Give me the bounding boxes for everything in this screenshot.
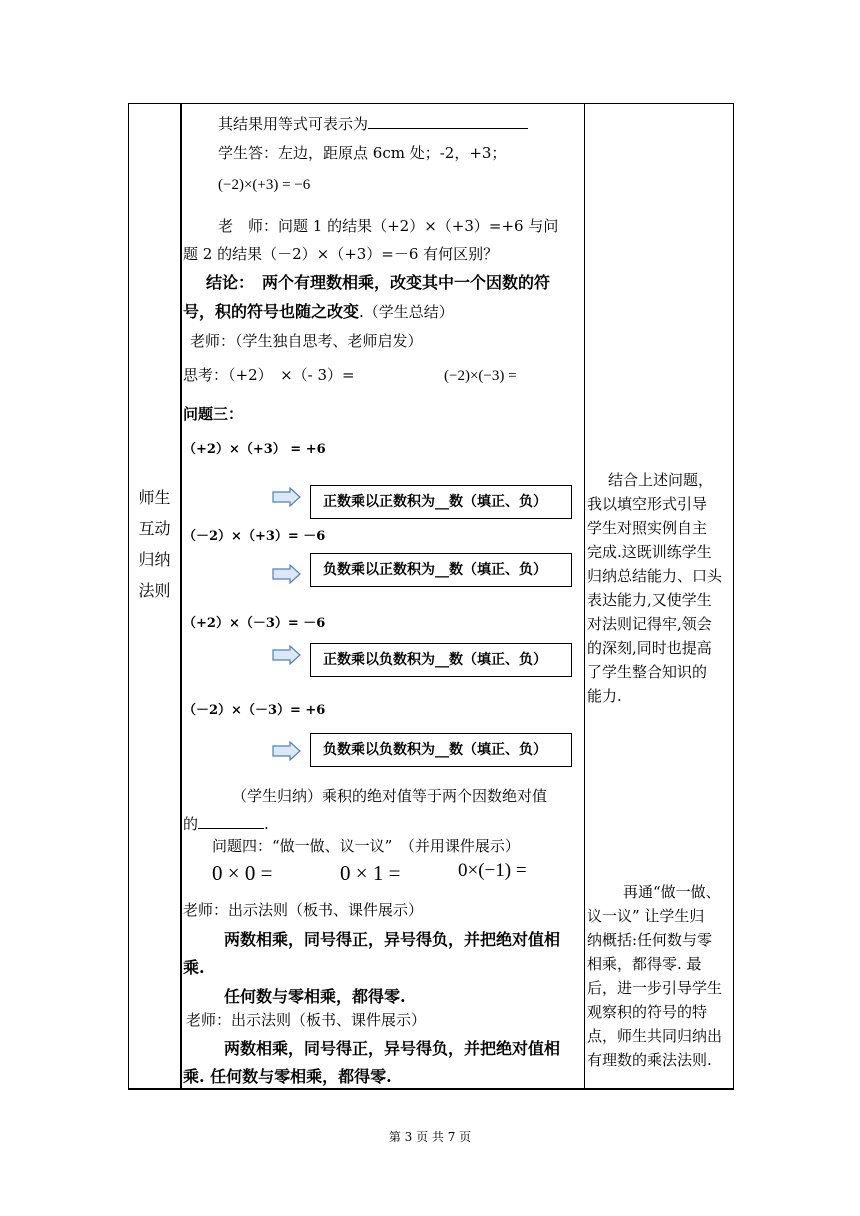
table-border-right: [733, 103, 734, 1089]
side-note-line: 有理数的乘法法则.: [587, 1051, 712, 1069]
table-border-bottom: [128, 1088, 734, 1090]
problem-four-heading: 问题四：“做一做、议一议” （并用课件展示）: [212, 837, 520, 855]
page-footer: 第 3 页 共 7 页: [388, 1130, 472, 1144]
rule-3-line2: 乘. 任何数与零相乘，都得零.: [183, 1067, 392, 1086]
conclusion-line1: 结论： 两个有理数相乘，改变其中一个因数的符: [206, 273, 551, 292]
arrow-right-icon: [272, 645, 302, 665]
fill-in-box-3[interactable]: 正数乘以负数积为__数（填正、负）: [310, 643, 572, 677]
table-border-col2: [584, 103, 585, 1089]
side-note-line: 纳概括:任何数与零: [587, 931, 713, 949]
problem-three-heading: 问题三：: [183, 405, 244, 423]
teacher-rule-2: 老师：出示法则（板书、课件展示）: [186, 1011, 427, 1029]
side-note-line: 能力.: [587, 687, 622, 705]
rule-1-line2: 乘.: [183, 958, 205, 977]
conclusion-bold: 号，积的符号也随之改变: [183, 302, 360, 321]
think-expression: (−2)×(−3) =: [444, 368, 517, 384]
side-note-line: 表达能力,又使学生: [587, 591, 712, 609]
conclusion-note: .（学生总结）: [359, 303, 454, 321]
side-note-line: 学生对照实例自主: [587, 519, 708, 537]
think-prompt: 思考：（+2） ×（- 3）=: [183, 366, 355, 384]
side-note-2: [587, 880, 722, 1072]
absolute-value-suffix: .: [264, 815, 269, 833]
zero-times-negative-one: 0×(−1) =: [458, 860, 527, 881]
table-border-top: [128, 103, 734, 104]
equation-result: (−2)×(+3) = −6: [218, 177, 311, 193]
absolute-value-line2: [183, 814, 269, 834]
side-note-line: 再通“做一做、: [623, 883, 721, 901]
side-note-line: 的深刻,同时也提高: [587, 639, 712, 657]
teacher-question-line1: 老 师：问题 1 的结果（+2）×（+3）=+6 与问: [218, 217, 559, 235]
arrow-right-icon: [272, 564, 302, 584]
side-note-line: 了学生整合知识的: [587, 663, 708, 681]
teacher-hint: 老师：（学生独自思考、老师启发）: [190, 332, 423, 350]
teacher-question-line2: 题 2 的结果（－2）×（+3）=－6 有何区别？: [183, 245, 499, 263]
teacher-rule-1: 老师：出示法则（板书、课件展示）: [183, 901, 424, 919]
side-note-line: 议一议” 让学生归: [587, 907, 705, 925]
fill-in-box-2[interactable]: 负数乘以正数积为__数（填正、负）: [310, 553, 572, 587]
example-equation-2: （－2）×（+3）= －6: [183, 529, 326, 544]
example-equation-4: （－2）×（－3）= +6: [183, 703, 326, 718]
example-equation-3: （+2）×（－3）= －6: [183, 616, 326, 631]
side-note-line: 我以填空形式引导: [587, 495, 708, 513]
absolute-value-prefix: 的: [183, 815, 199, 833]
equation-prompt: 其结果用等式可表示为: [218, 115, 369, 133]
side-note-line: 对法则记得牢,领会: [587, 615, 712, 633]
section-label-line: 师生: [138, 488, 171, 507]
conclusion-line2: [183, 302, 454, 322]
rule-3-line1: 两数相乘，同号得正，异号得负，并把绝对值相: [224, 1039, 561, 1058]
student-answer: 学生答：左边，距原点 6cm 处；-2，+3；: [218, 144, 507, 162]
section-label-line: 法则: [138, 581, 171, 600]
rule-2: 任何数与零相乘，都得零.: [224, 987, 406, 1006]
side-note-line: 结合上述问题，: [608, 471, 714, 489]
side-note-line: 点，师生共同归纳出: [587, 1027, 723, 1045]
side-note-line: 后，进一步引导学生: [587, 979, 723, 997]
example-equation-1: （+2）×（+3） = +6: [183, 442, 326, 457]
side-note-line: 完成.这既训练学生: [587, 543, 712, 561]
side-note-1: [587, 468, 722, 708]
answer-blank: [368, 128, 528, 129]
section-label: [128, 482, 181, 606]
equation-line: [218, 114, 528, 134]
answer-blank: [198, 828, 264, 829]
side-note-line: 相乘，都得零. 最: [587, 955, 702, 973]
fill-in-box-4[interactable]: 负数乘以负数积为__数（填正、负）: [310, 733, 572, 767]
rule-1-line1: 两数相乘，同号得正，异号得负，并把绝对值相: [224, 930, 561, 949]
zero-times-zero: 0 × 0 =: [212, 861, 273, 885]
side-note-line: 归纳总结能力、口头: [587, 567, 723, 585]
absolute-value-line1: （学生归纳）乘积的绝对值等于两个因数绝对值: [232, 787, 548, 805]
side-note-line: 观察积的符号的特: [587, 1003, 708, 1021]
arrow-right-icon: [272, 487, 302, 507]
arrow-right-icon: [272, 741, 302, 761]
section-label-line: 归纳: [138, 550, 171, 569]
section-label-line: 互动: [138, 519, 171, 538]
zero-times-one: 0 × 1 =: [340, 861, 401, 885]
fill-in-box-1[interactable]: 正数乘以正数积为__数（填正、负）: [310, 485, 572, 519]
